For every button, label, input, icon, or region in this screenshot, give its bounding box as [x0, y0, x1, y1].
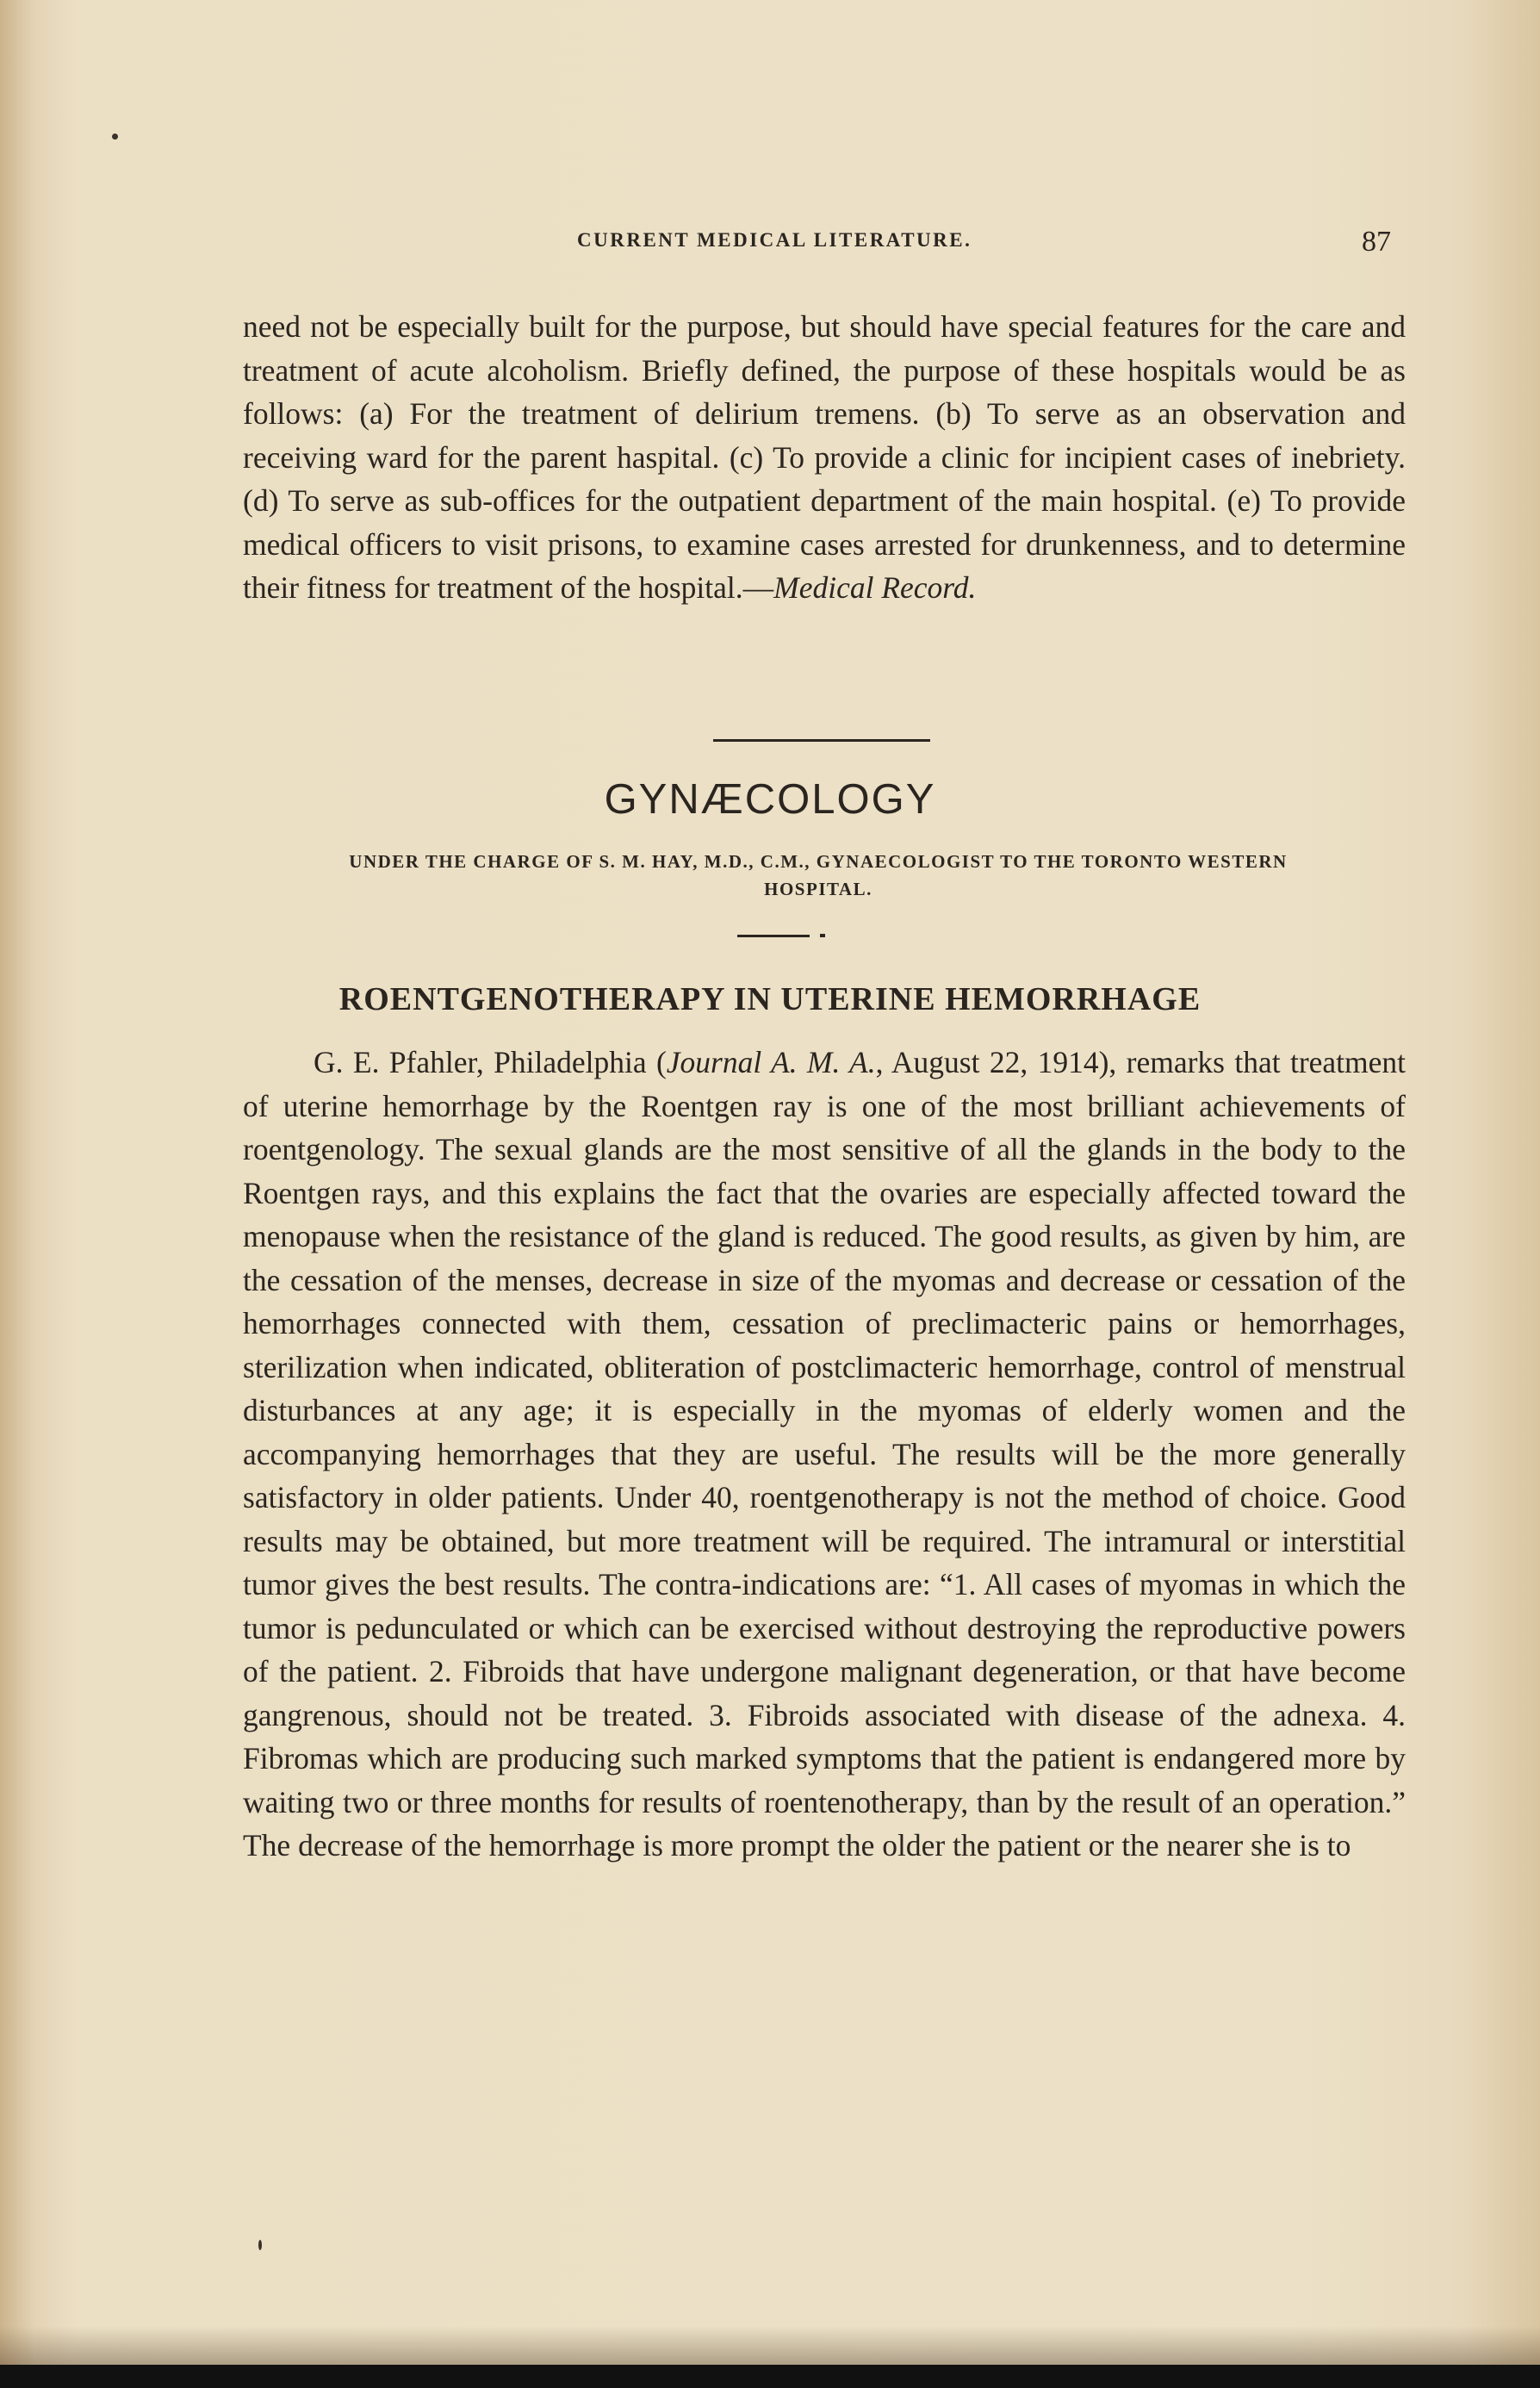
- section-subtitle: UNDER THE CHARGE OF S. M. HAY, M.D., C.M., GYNAECOLOGIST TO THE TORONTO WESTERN HOSPITAL.: [349, 851, 1288, 899]
- source-citation: Medical Record.: [773, 570, 977, 605]
- ink-speck: [258, 2240, 262, 2250]
- continuation-paragraph: [243, 305, 1406, 610]
- section-title: GYNÆCOLOGY: [604, 776, 936, 823]
- ink-speck: [112, 134, 118, 140]
- subtitle-divider: [737, 935, 810, 937]
- article-body: [243, 1041, 1406, 1868]
- article-title: ROENTGENOTHERAPY IN UTERINE HEMORRHAGE: [338, 981, 1202, 1017]
- journal-citation: Journal A. M. A.: [666, 1045, 876, 1079]
- article-text: , August 22, 1914), remarks that treatment of uterine hemorrhage by the Roentgen ray is one of the most brilliant achievements of roentgenology. The sexual glands are the most sensitive of all the glands in the body to the Roentgen rays, and this explains the fact that the ovaries are especially affected toward the menopause when the resistance of the gland is reduced. The good results, as given by him, are the cessation of the menses, decrease in size of the myomas and decrease or cessation of the hemorrhages connected with them, cessation of preclimacteric pains or hemorrhages, sterilization when indicated, obliteration of postclimacteric hemorrhage, control of menstrual disturbances at any age; it is especially in the myomas of elderly women and the accompanying hemorrhages that they are useful. The results will be the more generally satisfactory in older patients. Under 40, roentgenotherapy is not the method of choice. Good results may be obtained, but more treatment will be required. The intramural or interstitial tumor gives the best results. The contra-indications are: “1. All cases of myomas in which the tumor is pedunculated or which can be exercised without destroying the reproductive powers of the patient. 2. Fibroids that have undergone malignant degeneration, or that have become gangrenous, should not be treated. 3. Fibroids associated with disease of the adnexa. 4. Fibromas which are producing such marked symptoms that the patient is endangered more by waiting two or three months for results of roentenotherapy, than by the result of an operation.” The decrease of the hemorrhage is more prompt the older the patient or the nearer she is to: [243, 1045, 1406, 1863]
- article-author: G. E. Pfahler, Philadelphia (: [314, 1045, 667, 1079]
- running-header: [241, 226, 1408, 269]
- subtitle-divider-dot: [820, 934, 825, 937]
- page-edge-shadow: [0, 2326, 1540, 2365]
- page-number: 87: [1362, 226, 1391, 258]
- continuation-text: need not be especially built for the purpose, but should have special features for the care and treatment of acute alcoholism. Briefly defined, the purpose of these hospitals would be as follows: (a) For the treatment of delirium tremens. (b) To serve as an observation and receiving ward for the parent haspital. (c) To provide a clinic for incipient cases of inebriety. (d) To serve as sub-offices for the outpatient department of the main hospital. (e) To provide medical officers to visit prisons, to examine cases arrested for drunkenness, and to determine their fitness for treatment of the hospital.—: [243, 309, 1406, 605]
- running-title: CURRENT MEDICAL LITERATURE.: [577, 229, 972, 251]
- section-divider: [713, 739, 930, 742]
